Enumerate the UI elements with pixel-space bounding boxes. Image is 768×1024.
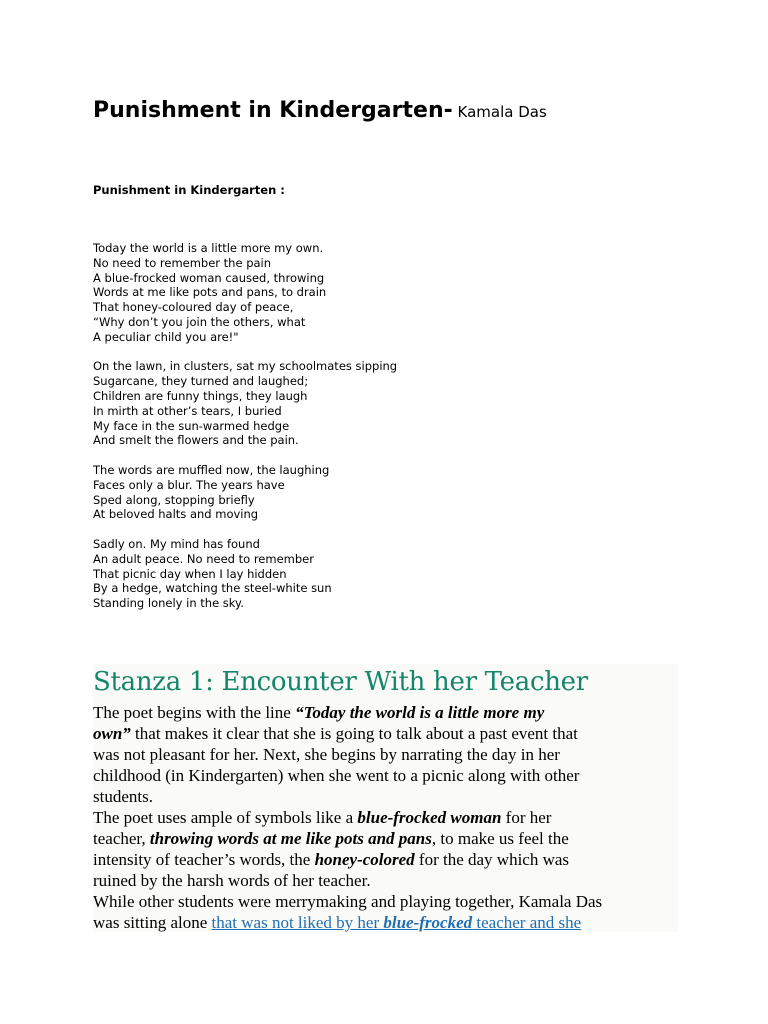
analysis-line [93, 849, 678, 870]
poem-line: “Why don’t you join the others, what [93, 314, 306, 329]
poem-line: A peculiar child you are!" [93, 329, 239, 344]
poem-line: Today the world is a little more my own. [93, 241, 324, 255]
poem-stanza [93, 241, 397, 345]
poem-line: Sped along, stopping briefly [93, 492, 255, 507]
emphasis-run: throwing words at me like pots and pans [149, 829, 432, 848]
link-text: that was not liked by her [211, 913, 384, 932]
analysis-line [93, 912, 678, 933]
poem-line: By a hedge, watching the steel-white sun [93, 581, 332, 596]
page-title [93, 96, 547, 127]
analysis-heading: Stanza 1: Encounter With her Teacher [93, 667, 588, 697]
text-run: for the day which was [414, 850, 570, 869]
analysis-line [93, 702, 678, 723]
poem-stanza [93, 537, 397, 611]
poem-line: That honey-coloured day of peace, [93, 300, 294, 315]
poem-line: An adult peace. No need to remember [93, 551, 314, 566]
emphasis-run: honey-colored [314, 850, 415, 869]
analysis-body [93, 702, 678, 933]
poem-line: The words are muffled now, the laughing [93, 462, 330, 477]
analysis-line: ruined by the harsh words of her teacher. [93, 871, 371, 890]
title-text: Punishment in Kindergarten- [93, 98, 453, 123]
poem-text [93, 241, 397, 626]
link-text: teacher and she [472, 913, 582, 932]
poem-line: Words at me like pots and pans, to drain [93, 285, 327, 300]
poem-line: Faces only a blur. The years have [93, 477, 285, 492]
author-name: Kamala Das [452, 103, 547, 121]
poem-line: And smelt the flowers and the pain. [93, 433, 299, 448]
poem-line: Sadly on. My mind has found [93, 536, 260, 551]
analysis-link[interactable] [212, 913, 582, 932]
analysis-line: students. [93, 787, 153, 806]
text-run: was sitting alone [93, 913, 212, 932]
link-emphasis: blue-frocked [383, 913, 473, 932]
emphasis-run: blue-frocked woman [357, 808, 502, 827]
text-run: that makes it clear that she is going to talk about a past event that [130, 724, 578, 743]
analysis-line: While other students were merrymaking and playing together, Kamala Das [93, 892, 603, 911]
text-run: , to make us feel the [431, 829, 569, 848]
text-run: The poet begins with the line [93, 703, 296, 722]
analysis-line [93, 723, 678, 744]
text-run: teacher, [93, 829, 150, 848]
poem-line: My face in the sun-warmed hedge [93, 418, 290, 433]
analysis-line: childhood (in Kindergarten) when she went to a picnic along with other [93, 766, 580, 785]
poem-stanza [93, 463, 397, 522]
poem-stanza [93, 359, 397, 448]
poem-heading: Punishment in Kindergarten : [93, 183, 285, 197]
text-run: for her [501, 808, 552, 827]
analysis-section [93, 664, 678, 932]
poem-line: That picnic day when I lay hidden [93, 566, 287, 581]
poem-line: No need to remember the pain [93, 255, 272, 270]
analysis-line: was not pleasant for her. Next, she begins by narrating the day in her [93, 745, 560, 764]
poem-line: At beloved halts and moving [93, 507, 259, 522]
text-run: intensity of teacher’s words, the [93, 850, 315, 869]
poem-line: Sugarcane, they turned and laughed; [93, 374, 309, 389]
analysis-line [93, 807, 678, 828]
text-run: The poet uses ample of symbols like a [93, 808, 358, 827]
poem-line: A blue-frocked woman caused, throwing [93, 270, 325, 285]
poem-line: Children are funny things, they laugh [93, 388, 308, 403]
quote-run: own” [93, 724, 131, 743]
quote-run: “Today the world is a little more my [295, 703, 545, 722]
poem-line: Standing lonely in the sky. [93, 596, 244, 611]
poem-line: In mirth at other’s tears, I buried [93, 403, 282, 418]
poem-line: On the lawn, in clusters, sat my schoolmates sipping [93, 359, 398, 374]
analysis-line [93, 828, 678, 849]
